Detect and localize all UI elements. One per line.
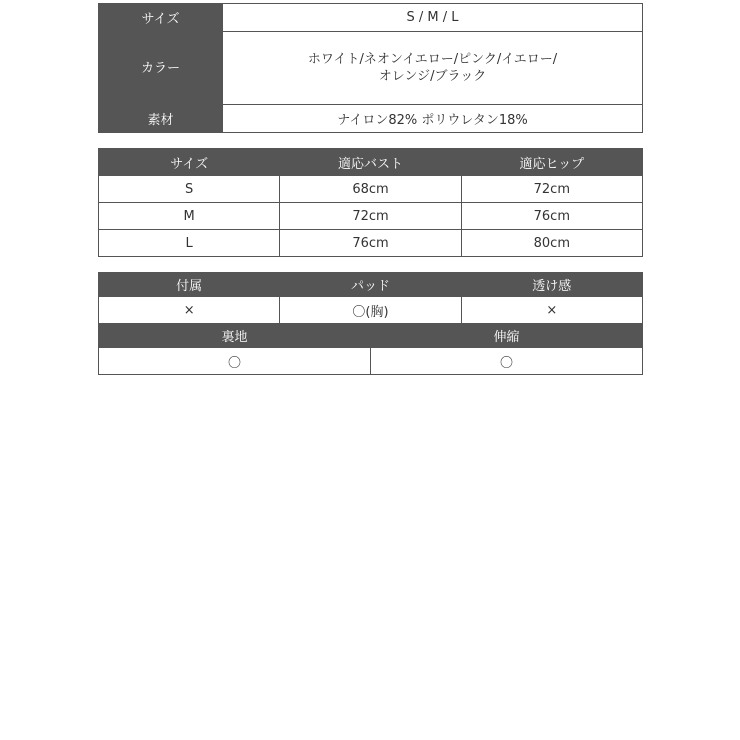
features-header-row	[99, 273, 643, 297]
features-value: 〇(胸)	[280, 297, 461, 324]
features-value: ×	[99, 297, 280, 324]
size-label: サイズ	[99, 4, 223, 32]
features-header-row	[99, 324, 643, 348]
table-cell: L	[99, 230, 280, 257]
size-chart-header: 適応ヒップ	[461, 149, 642, 176]
material-value: ナイロン82% ポリウレタン18%	[223, 105, 643, 133]
size-value: S / M / L	[223, 4, 643, 32]
table-cell: 76cm	[280, 230, 461, 257]
table-cell: M	[99, 203, 280, 230]
size-chart-table	[98, 148, 643, 257]
features-value: 〇	[370, 348, 642, 375]
color-value-line1: ホワイト/ネオンイエロー/ピンク/イエロー/	[307, 52, 558, 67]
table-row	[99, 203, 643, 230]
features-header: 裏地	[99, 324, 371, 348]
features-header: 伸縮	[370, 324, 642, 348]
material-label: 素材	[99, 105, 223, 133]
features-header: 付属	[99, 273, 280, 297]
features-header: 透け感	[461, 273, 642, 297]
color-value	[223, 32, 643, 105]
features-value-row	[99, 297, 643, 324]
color-value-line2: オレンジ/ブラック	[378, 69, 487, 84]
features-table	[98, 272, 643, 375]
spec-table	[98, 3, 643, 133]
size-chart-header: サイズ	[99, 149, 280, 176]
table-cell: 76cm	[461, 203, 642, 230]
table-cell: S	[99, 176, 280, 203]
features-value: ×	[461, 297, 642, 324]
table-row	[99, 176, 643, 203]
table-cell: 72cm	[461, 176, 642, 203]
table-cell: 80cm	[461, 230, 642, 257]
size-chart-header-row	[99, 149, 643, 176]
features-value-row	[99, 348, 643, 375]
size-chart-header: 適応バスト	[280, 149, 461, 176]
color-label: カラー	[99, 32, 223, 105]
table-row	[99, 230, 643, 257]
table-cell: 68cm	[280, 176, 461, 203]
features-header: パッド	[280, 273, 461, 297]
features-value: 〇	[99, 348, 371, 375]
table-cell: 72cm	[280, 203, 461, 230]
